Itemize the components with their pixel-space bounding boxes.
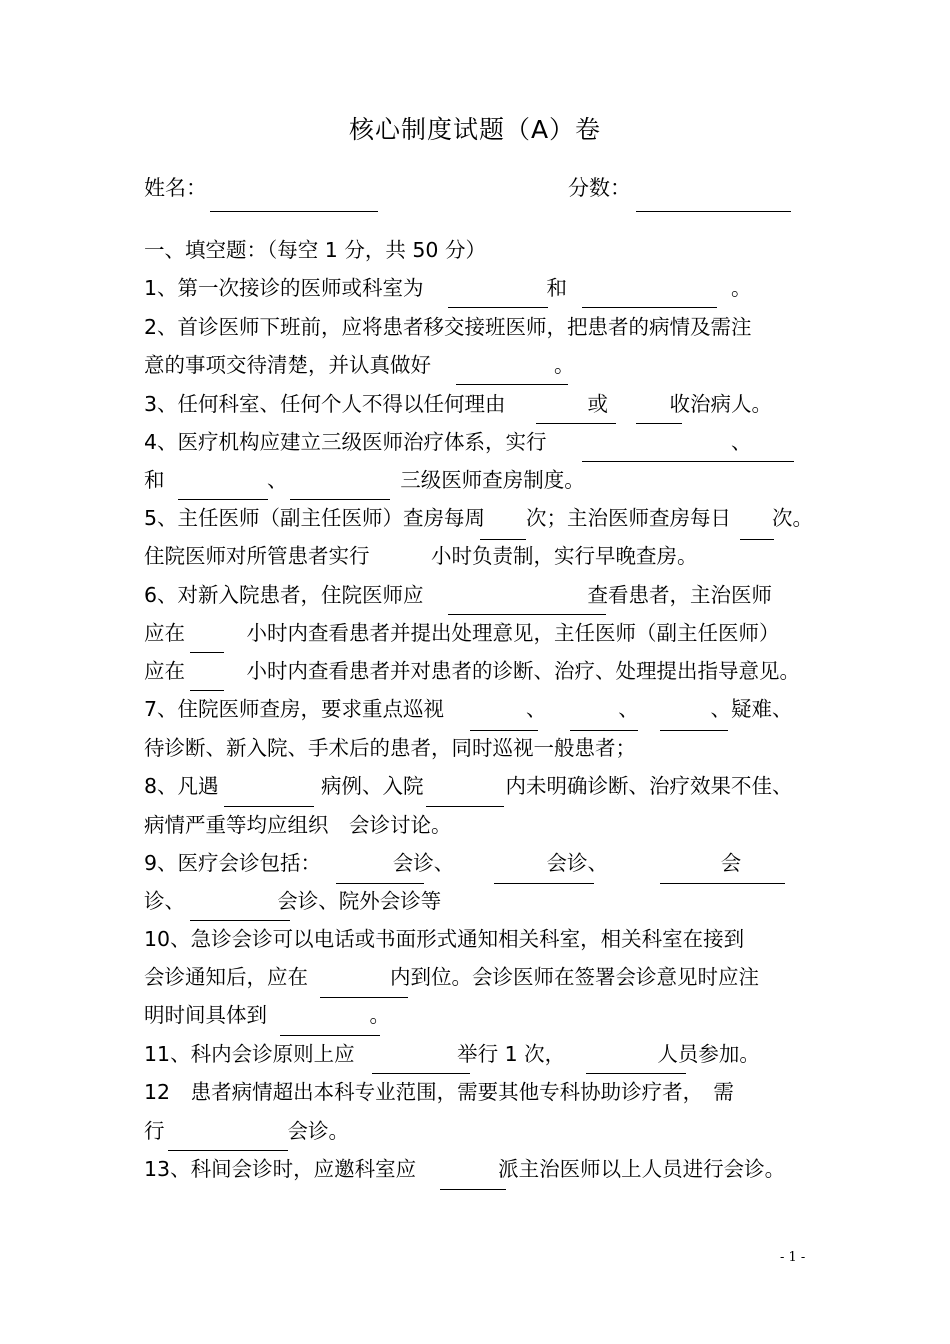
question-line: 1、第一次接诊的医师或科室为 和 。 bbox=[144, 276, 752, 300]
question-line: 会诊通知后，应在 内到位。会诊医师在签署会诊意见时应注 bbox=[144, 965, 759, 989]
name-label: 姓名： bbox=[144, 176, 207, 200]
page-number: - 1 - bbox=[780, 1250, 806, 1265]
question-line: 10、急诊会诊可以电话或书面形式通知相关科室，相关科室在接到 bbox=[144, 927, 745, 951]
question-line: 2、首诊医师下班前，应将患者移交接班医师，把患者的病情及需注 bbox=[144, 315, 752, 339]
question-line: 4、医疗机构应建立三级医师治疗体系，实行 、 bbox=[144, 430, 752, 454]
question-line: 行 会诊。 bbox=[144, 1119, 349, 1143]
section-heading: 一、填空题：（每空 1 分，共 50 分） bbox=[144, 238, 486, 262]
question-line: 5、主任医师（副主任医师）查房每周 次；主治医师查房每日 次。 bbox=[144, 506, 814, 530]
question-line: 应在 小时内查看患者并对患者的诊断、治疗、处理提出指导意见。 bbox=[144, 659, 800, 683]
question-line: 12 患者病情超出本科专业范围，需要其他专科协助诊疗者， 需 bbox=[144, 1080, 734, 1104]
name-blank[interactable] bbox=[210, 211, 378, 212]
question-line: 病情严重等均应组织 会诊讨论。 bbox=[144, 813, 452, 837]
question-line: 待诊断、新入院、手术后的患者，同时巡视一般患者； bbox=[144, 736, 636, 760]
question-line: 13、科间会诊时，应邀科室应 派主治医师以上人员进行会诊。 bbox=[144, 1157, 786, 1181]
question-line: 应在 小时内查看患者并提出处理意见，主任医师（副主任医师） bbox=[144, 621, 780, 645]
question-line: 3、任何科室、任何个人不得以任何理由 或 收治病人。 bbox=[144, 392, 773, 416]
question-line: 诊、 会诊、院外会诊等 bbox=[144, 889, 442, 913]
question-line: 明时间具体到 。 bbox=[144, 1003, 390, 1027]
answer-blank[interactable] bbox=[440, 1189, 506, 1190]
question-line: 意的事项交待清楚，并认真做好 。 bbox=[144, 353, 575, 377]
score-blank[interactable] bbox=[636, 211, 791, 212]
question-line: 7、住院医师查房，要求重点巡视 、 、 、疑难、 bbox=[144, 697, 793, 721]
question-line: 住院医师对所管患者实行 小时负责制，实行早晚查房。 bbox=[144, 544, 698, 568]
question-line: 9、医疗会诊包括： 会诊、 会诊、 会 bbox=[144, 851, 742, 875]
score-label: 分数： bbox=[568, 176, 631, 200]
document-title: 核心制度试题（A）卷 bbox=[348, 115, 602, 144]
question-line: 8、凡遇 病例、入院 内未明确诊断、治疗效果不佳、 bbox=[144, 774, 793, 798]
question-line: 和 、 三级医师查房制度。 bbox=[144, 468, 585, 492]
question-line: 11、科内会诊原则上应 举行 1 次， 人员参加。 bbox=[144, 1042, 760, 1066]
question-line: 6、对新入院患者，住院医师应 查看患者，主治医师 bbox=[144, 583, 773, 607]
